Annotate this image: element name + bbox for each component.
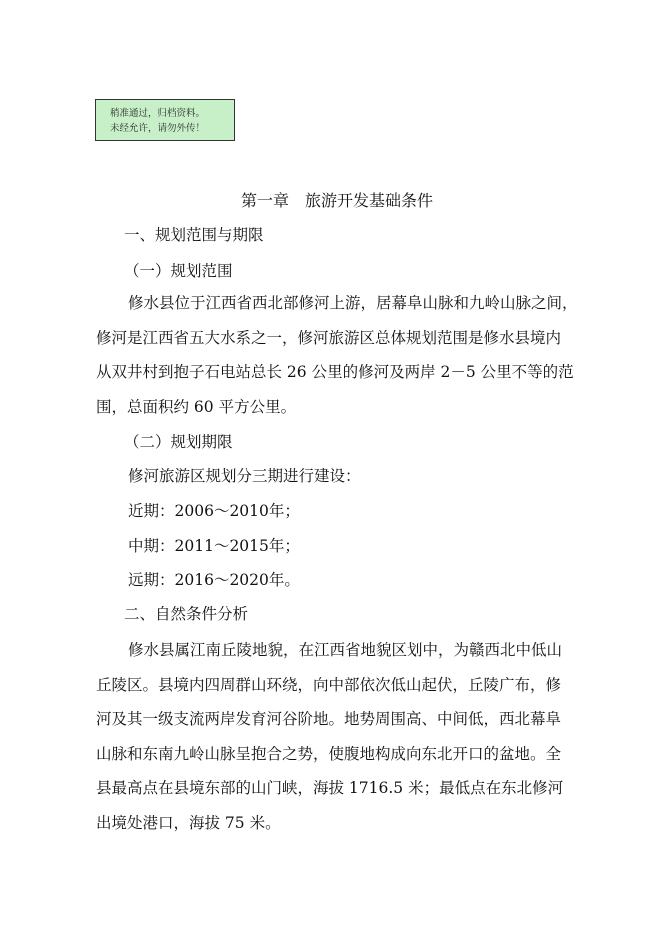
- period-near-term: 近期：2006～2010年；: [128, 502, 300, 520]
- chapter-title: 第一章 旅游开发基础条件: [241, 191, 434, 210]
- section-heading-scope: 一、规划范围与期限: [124, 226, 264, 244]
- confidential-notice-box: [95, 99, 235, 141]
- period-mid-term: 中期：2011～2015年；: [128, 537, 300, 555]
- scope-paragraph-line: 修水县位于江西省西北部修河上游，居幕阜山脉和九岭山脉之间，: [128, 294, 578, 312]
- scope-paragraph-line: 从双井村到抱子石电站总长 26 公里的修河及两岸 2－5 公里不等的范: [96, 363, 574, 381]
- period-long-term: 远期：2016～2020年。: [128, 571, 300, 589]
- nature-paragraph-line: 县最高点在县境东部的山门峡，海拔 1716.5 米；最低点在东北修河: [96, 779, 564, 797]
- subsection-heading-period: （二）规划期限: [124, 433, 233, 451]
- section-heading-nature: 二、自然条件分析: [124, 605, 249, 623]
- nature-paragraph-line: 河及其一级支流两岸发育河谷阶地。地势周围高、中间低，西北幕阜: [96, 710, 562, 728]
- period-intro: 修河旅游区规划分三期进行建设：: [128, 467, 361, 485]
- subsection-heading-scope: （一）规划范围: [124, 262, 233, 280]
- nature-paragraph-line: 出境处港口，海拔 75 米。: [96, 814, 281, 832]
- scope-paragraph-line: 修河是江西省五大水系之一，修河旅游区总体规划范围是修水县境内: [96, 329, 562, 347]
- nature-paragraph-line: 丘陵区。县境内四周群山环绕，向中部依次低山起伏，丘陵广布，修: [96, 676, 562, 694]
- scope-paragraph-line: 围，总面积约 60 平方公里。: [96, 398, 297, 416]
- nature-paragraph-line: 山脉和东南九岭山脉呈抱合之势，使腹地构成向东北开口的盆地。全: [96, 745, 562, 763]
- notice-line-2: 未经允许，请勿外传！: [110, 123, 206, 134]
- notice-line-1: 稍准通过，归档资料。: [110, 108, 206, 119]
- nature-paragraph-line: 修水县属江南丘陵地貌，在江西省地貌区划中，为赣西北中低山: [128, 641, 563, 659]
